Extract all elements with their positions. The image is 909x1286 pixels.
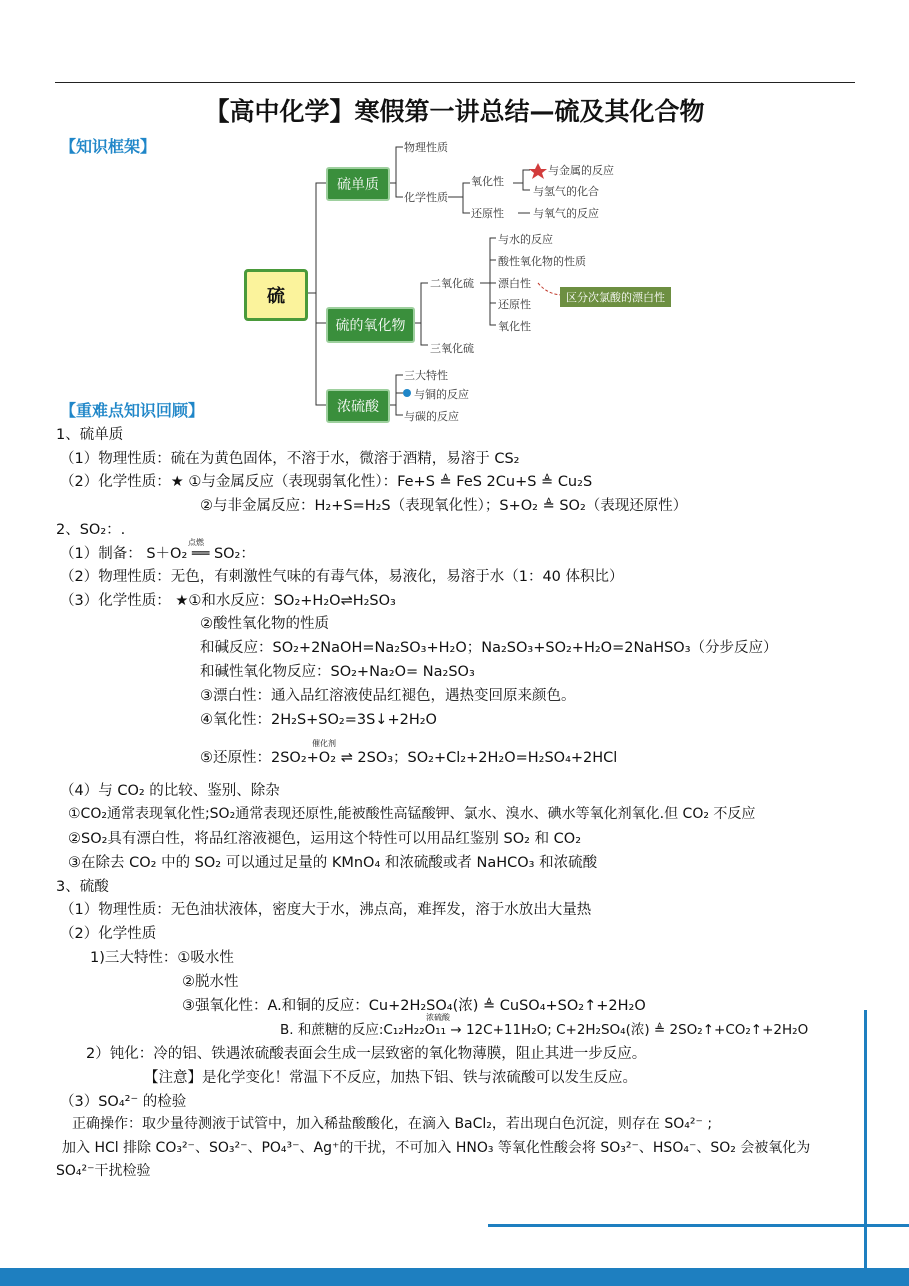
footer-band: [0, 1268, 909, 1286]
text-line: ③强氧化性：A.和铜的反应：Cu+2H₂SO₄(浓) ≜ CuSO₄+SO₂↑+2H₂O: [182, 998, 646, 1014]
text-line: ①CO₂通常表现氧化性;SO₂通常表现还原性,能被酸性高锰酸钾、氯水、溴水、碘水等氧化剂氧化.但 CO₂ 不反应: [68, 806, 756, 822]
annotation-catalyst: 催化剂: [312, 739, 336, 748]
leaf-carbon-reaction: 与碳的反应: [404, 410, 459, 423]
leaf-oxidizing: 氧化性: [471, 175, 504, 188]
leaf-physical: 物理性质: [404, 141, 448, 154]
mindmap: [238, 135, 678, 430]
text-line: （2）物理性质：无色，有刺激性气味的有毒气体，易液化，易溶于水（1：40 体积比）: [60, 569, 624, 585]
leaf-water-reaction: 与水的反应: [498, 233, 553, 246]
text-line: ④氧化性：2H₂S+SO₂=3S↓+2H₂O: [200, 712, 437, 728]
leaf-reduction: 还原性: [498, 298, 531, 311]
decor-vertical-rule: [864, 1010, 867, 1286]
page-title: 【高中化学】寒假第一讲总结—硫及其化合物: [204, 97, 705, 126]
text-line: 和碱反应：SO₂+2NaOH=Na₂SO₃+H₂O；Na₂SO₃+SO₂+H₂O=2NaHSO₃（分步反应）: [200, 640, 778, 656]
leaf-bleaching: 漂白性: [498, 277, 531, 290]
text-line: ②酸性氧化物的性质: [200, 616, 329, 632]
text-line: 加入 HCl 排除 CO₃²⁻、SO₃²⁻、PO₄³⁻、Ag⁺的干扰，不可加入 HNO₃ 等氧化性酸会将 SO₃²⁻、HSO₄⁻、SO₂ 会被氧化为: [62, 1140, 811, 1156]
heading-acid: 3、硫酸: [56, 879, 109, 895]
leaf-so3: 三氧化硫: [430, 342, 474, 355]
text-line: 1)三大特性：①吸水性: [90, 950, 234, 966]
leaf-hydrogen: 与氢气的化合: [533, 185, 599, 198]
leaf-reducing: 还原性: [471, 207, 504, 220]
text-line: ③漂白性：通入品红溶液使品红褪色，遇热变回原来颜色。: [200, 688, 576, 704]
text-line: （2）化学性质：★ ①与金属反应（表现弱氧化性）：Fe+S ≜ FeS 2Cu+S ≜ Cu₂S: [60, 474, 593, 490]
heading-so2: 2、SO₂：.: [56, 522, 126, 538]
text-line: ②与非金属反应：H₂+S=H₂S（表现氧化性）；S+O₂ ≜ SO₂（表现还原性）: [200, 498, 688, 514]
mindmap-root: 硫: [244, 269, 308, 321]
branch-conc-acid: 浓硫酸: [326, 389, 390, 423]
text-line: （1）物理性质：无色油状液体，密度大于水，沸点高，难挥发，溶于水放出大量热: [60, 902, 592, 918]
text-line: B. 和蔗糖的反应:C₁₂H₂₂O₁₁ → 12C+11H₂O; C+2H₂SO₄(浓) ≜ 2SO₂↑+CO₂↑+2H₂O: [280, 1022, 809, 1038]
text-line: （1）制备： S＋O₂ ══ SO₂：: [60, 546, 255, 562]
text-line: 正确操作：取少量待测液于试管中，加入稀盐酸酸化，在滴入 BaCl₂，若出现白色沉淀，则存在 SO₄²⁻ ;: [72, 1116, 713, 1132]
top-rule: [55, 82, 855, 83]
leaf-acidic-oxide: 酸性氧化物的性质: [498, 255, 586, 268]
leaf-chemical: 化学性质: [404, 191, 448, 204]
text-line: ③在除去 CO₂ 中的 SO₂ 可以通过足量的 KMnO₄ 和浓硫酸或者 NaHCO₃ 和浓硫酸: [68, 855, 598, 871]
text-line: （4）与 CO₂ 的比较、鉴别、除杂: [60, 783, 280, 799]
text-line: ⑤还原性：2SO₂+O₂ ⇌ 2SO₃；SO₂+Cl₂+2H₂O=H₂SO₄+2HCl: [200, 750, 618, 766]
section-review: 【重难点知识回顾】: [60, 401, 205, 420]
leaf-so2: 二氧化硫: [430, 277, 474, 290]
text-line: （1）物理性质：硫在为黄色固体，不溶于水，微溶于酒精，易溶于 CS₂: [60, 451, 520, 467]
leaf-copper-reaction: 与铜的反应: [414, 388, 469, 401]
highlight-note: 区分次氯酸的漂白性: [560, 287, 671, 307]
branch-sulfur: 硫单质: [326, 167, 390, 201]
leaf-oxidation: 氧化性: [498, 320, 531, 333]
leaf-metal-reaction: 与金属的反应: [548, 164, 614, 177]
text-line: （3）化学性质： ★①和水反应：SO₂+H₂O⇌H₂SO₃: [60, 593, 396, 609]
leaf-three-properties: 三大特性: [404, 369, 448, 382]
branch-oxides: 硫的氧化物: [326, 307, 415, 343]
text-line: （3）SO₄²⁻ 的检验: [60, 1094, 187, 1110]
text-line: SO₄²⁻干扰检验: [56, 1163, 151, 1179]
leaf-oxygen: 与氧气的反应: [533, 207, 599, 220]
note-line: 【注意】是化学变化！常温下不反应，加热下铝、铁与浓硫酸可以发生反应。: [144, 1070, 637, 1086]
section-framework: 【知识框架】: [60, 137, 157, 156]
annotation-heat: 点燃: [188, 538, 204, 547]
heading-sulfur: 1、硫单质: [56, 427, 124, 443]
text-line: （2）化学性质: [60, 926, 157, 942]
text-line: ②SO₂具有漂白性，将品红溶液褪色，运用这个特性可以用品红鉴别 SO₂ 和 CO₂: [68, 831, 582, 847]
decor-horizontal-rule: [488, 1224, 909, 1227]
text-line: 和碱性氧化物反应：SO₂+Na₂O= Na₂SO₃: [200, 664, 475, 680]
annotation-conc-acid: 浓硫酸: [426, 1013, 450, 1022]
text-line: ②脱水性: [182, 974, 239, 990]
text-line: 2）钝化：冷的铝、铁遇浓硫酸表面会生成一层致密的氧化物薄膜，阻止其进一步反应。: [86, 1046, 647, 1062]
